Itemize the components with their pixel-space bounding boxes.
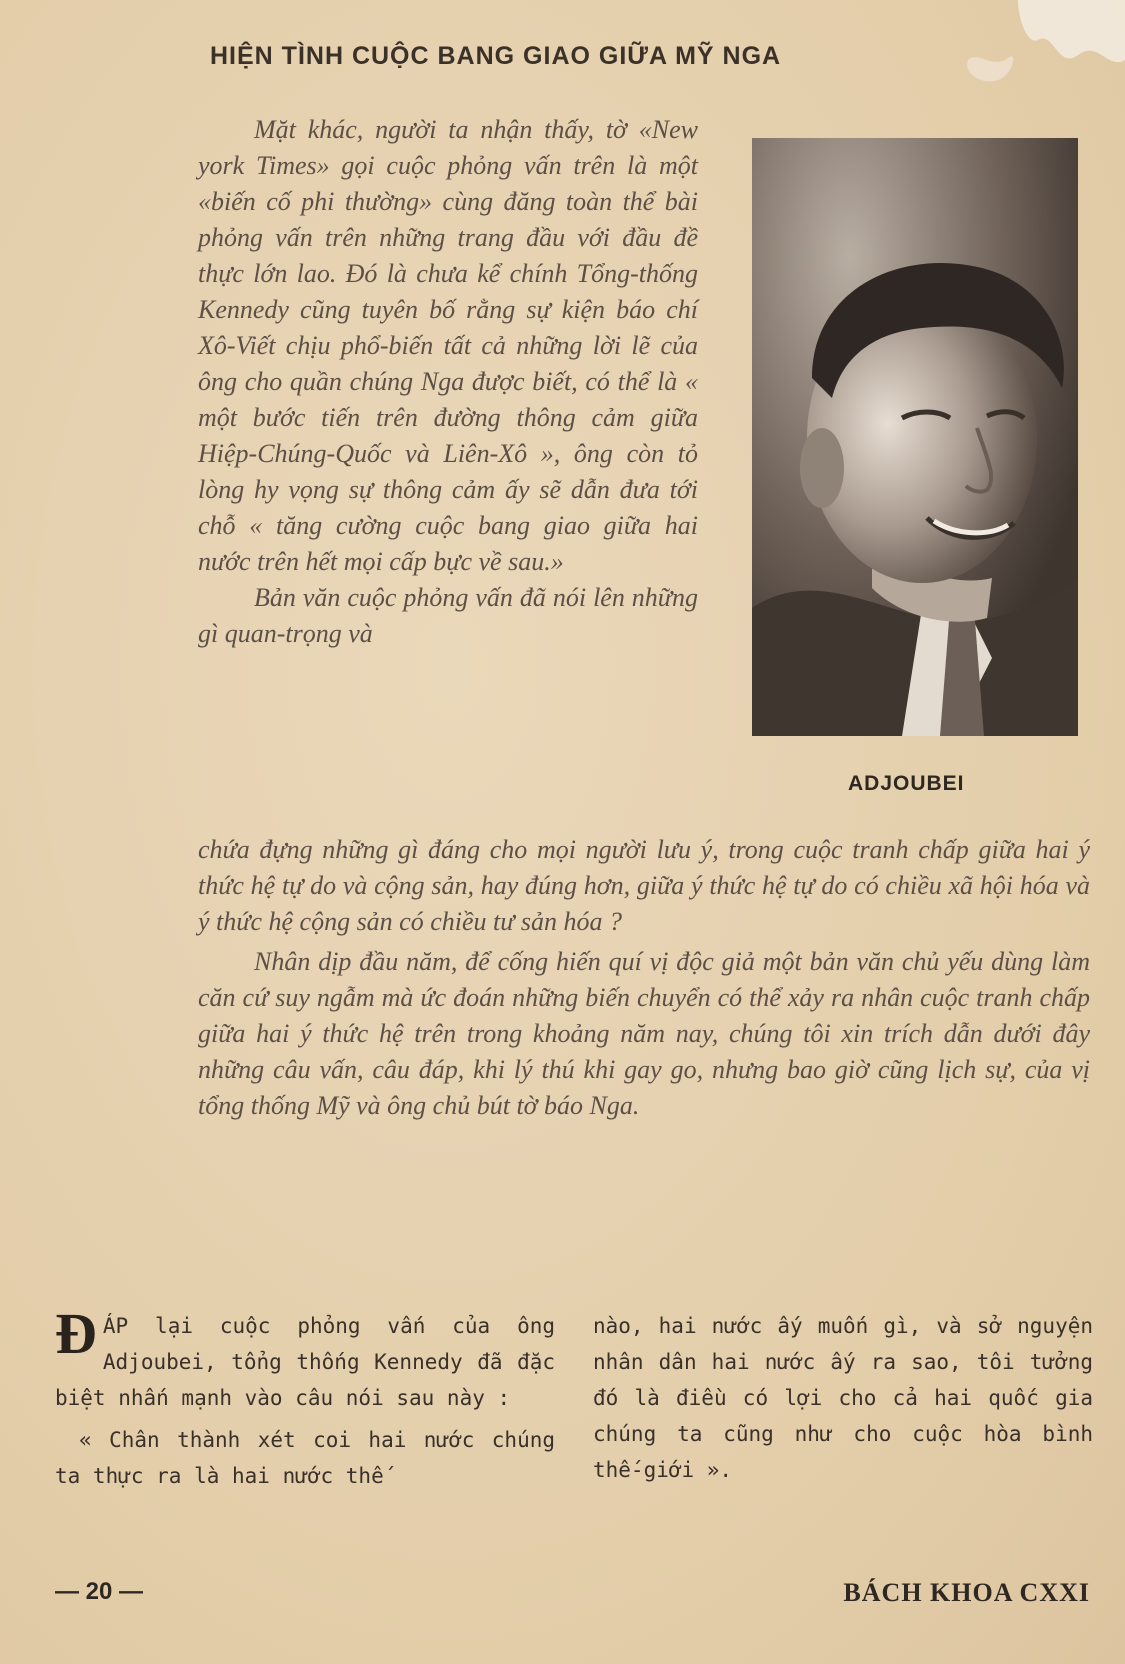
intro-column — [198, 112, 698, 652]
portrait-image — [752, 138, 1078, 736]
drop-cap: Đ — [55, 1301, 97, 1366]
body-column-2 — [593, 1308, 1093, 1494]
body-column-1 — [55, 1301, 555, 1494]
intro-full-width — [198, 832, 1090, 1124]
photo-caption: ADJOUBEI — [848, 772, 965, 795]
body-paragraph-2: « Chân thành xét coi hai nước chúng ta thực ra là hai nước thế — [55, 1428, 555, 1488]
intro-paragraph-2-start: Bản văn cuộc phỏng vấn đã nói lên những gì quan-trọng và — [198, 583, 698, 648]
portrait-photo — [752, 138, 1078, 736]
page-corner-stain — [958, 0, 1125, 100]
publication-name: BÁCH KHOA CXXI — [843, 1578, 1090, 1607]
intro-paragraph-3: Nhân dịp đầu năm, để cống hiến quí vị độc giả một bản văn chủ yếu dùng làm căn cứ suy ngẫm mà ức đoán những biến chuyển có thể xảy ra nhân cuộc tranh chấp giữa hai ý thức hệ trên trong khoảng năm nay, chúng tôi xin trích dẫn dưới đây những câu vấn, câu đáp, khi lý thú khi gay go, nhưng bao giờ cũng lịch sự, của vị tổng thống Mỹ và ông chủ bút tờ báo Nga. — [198, 947, 1090, 1120]
body-paragraph-1-text: ÁP lại cuộc phỏng vấn của ông Adjoubei, tổng thống Kennedy đã đặc biệt nhấn mạnh vào câu nói sau này : — [55, 1314, 555, 1410]
body-paragraph-2-continued: nào, hai nước ấy muốn gì, và sở nguyện nhân dân hai nước ấy ra sao, tôi tưởng đó là điều có lợi cho cả hai quốc gia chúng ta cũng như cho cuộc hòa bình thế-giới ». — [593, 1314, 1093, 1482]
body-paragraph-1 — [55, 1301, 555, 1416]
page-number: — 20 — — [55, 1578, 144, 1605]
body-columns — [55, 1301, 1095, 1494]
running-title: HIỆN TÌNH CUỘC BANG GIAO GIỮA MỸ NGA — [210, 42, 782, 70]
intro-paragraph-2-rest: chứa đựng những gì đáng cho mọi người lưu ý, trong cuộc tranh chấp giữa hai ý thức hệ tự do và cộng sản, hay đúng hơn, giữa ý thức hệ tự do có chiều xã hội hóa và ý thức hệ cộng sản có chiều tư sản hóa ? — [198, 835, 1090, 936]
intro-paragraph-1: Mặt khác, người ta nhận thấy, tờ «New york Times» gọi cuộc phỏng vấn trên là một «biến cố phi thường» cùng đăng toàn thể bài phỏng vấn trên những trang đầu với đầu đề thực lớn lao. Đó là chưa kể chính Tổng-thống Kennedy cũng tuyên bố rằng sự kiện báo chí Xô-Viết chịu phổ-biến tất cả những lời lẽ của ông cho quần chúng Nga được biết, có thể là « một bước tiến trên đường thông cảm giữa Hiệp-Chúng-Quốc và Liên-Xô », ông còn tỏ lòng hy vọng sự thông cảm ấy sẽ dẫn đưa tới chỗ « tăng cường cuộc bang giao giữa hai nước trên hết mọi cấp bực về sau.» — [198, 115, 698, 576]
